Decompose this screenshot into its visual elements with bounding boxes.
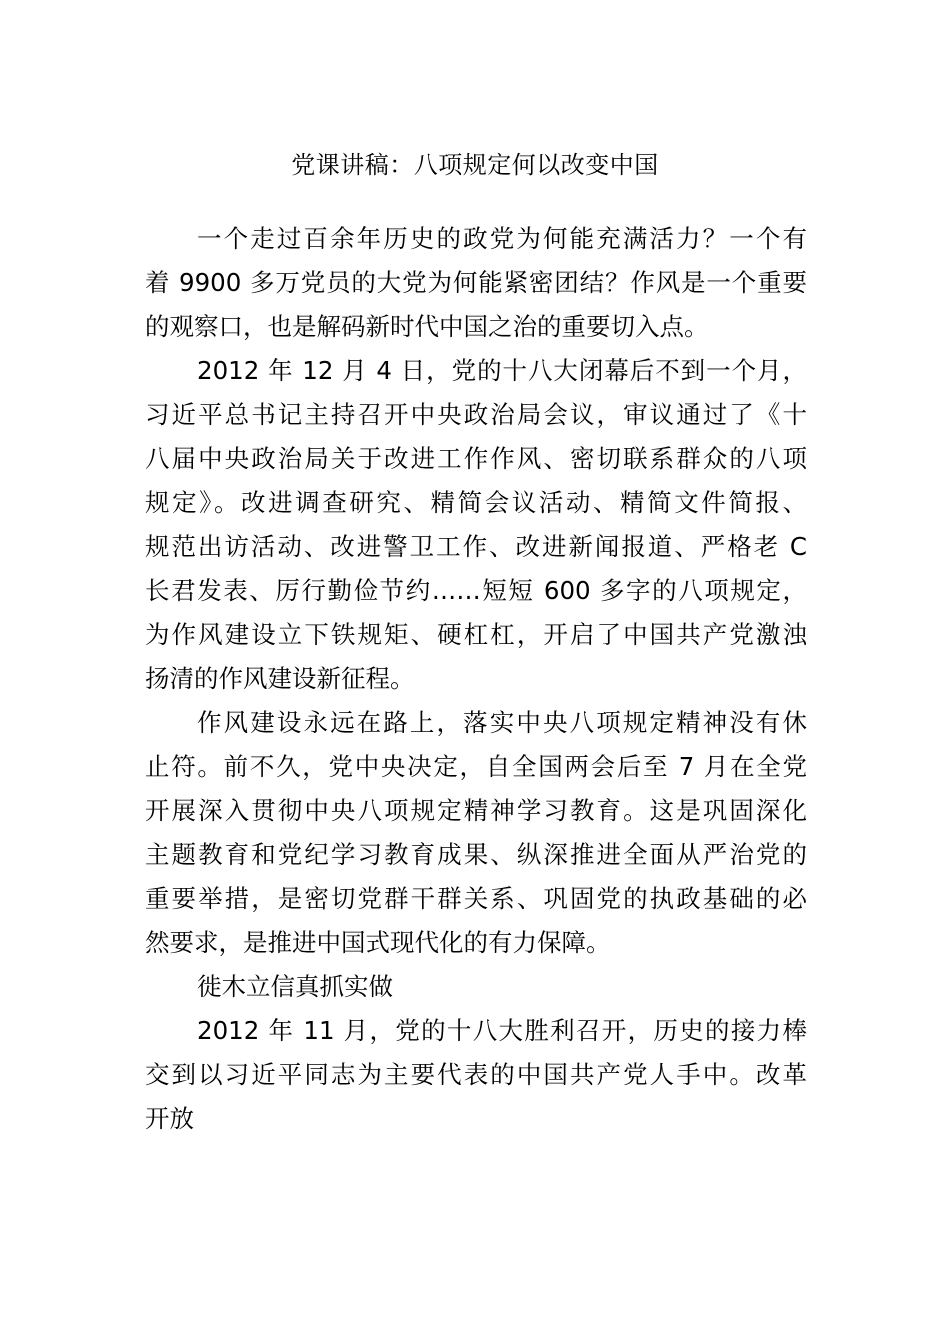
document-body bbox=[145, 217, 807, 1141]
paragraph-history bbox=[145, 349, 807, 701]
text-line: 然要求，是推进中国式现代化的有力保障。 bbox=[145, 928, 611, 957]
text-line: 交到以习近平同志为主要代表的中国共产党人手中。改革 bbox=[145, 1060, 807, 1089]
text-line: 开展深入贯彻中央八项规定精神学习教育。这是巩固深化 bbox=[145, 796, 807, 825]
section-heading bbox=[145, 965, 807, 1009]
text-line: 扬清的作风建设新征程。 bbox=[145, 664, 415, 693]
section-heading-text: 徙木立信真抓实做 bbox=[197, 972, 393, 1001]
text-line: 2012 年 11 月，党的十八大胜利召开，历史的接力棒 bbox=[197, 1016, 807, 1045]
paragraph-eighteenth-congress bbox=[145, 1009, 807, 1141]
text-line: 重要举措，是密切党群干群关系、巩固党的执政基础的必 bbox=[145, 884, 807, 913]
text-line: 的观察口，也是解码新时代中国之治的重要切入点。 bbox=[145, 312, 709, 341]
text-line: 规定》。改进调查研究、精简会议活动、精简文件简报、 bbox=[145, 488, 807, 517]
text-line: 规范出访活动、改进警卫工作、改进新闻报道、严格老 C bbox=[145, 532, 807, 561]
document-title: 党课讲稿：八项规定何以改变中国 bbox=[291, 151, 659, 179]
text-line: 一个走过百余年历史的政党为何能充满活力？一个有 bbox=[197, 224, 807, 253]
text-line: 着 9900 多万党员的大党为何能紧密团结？作风是一个重要 bbox=[145, 268, 807, 297]
text-line: 长君发表、厉行勤俭节约……短短 600 多字的八项规定， bbox=[145, 576, 807, 605]
text-line: 八届中央政治局关于改进工作作风、密切联系群众的八项 bbox=[145, 444, 807, 473]
paragraph-intro bbox=[145, 217, 807, 349]
text-line: 开放 bbox=[145, 1104, 194, 1133]
paragraph-ongoing bbox=[145, 701, 807, 965]
text-line: 止符。前不久，党中央决定，自全国两会后至 7 月在全党 bbox=[145, 752, 807, 781]
text-line: 2012 年 12 月 4 日，党的十八大闭幕后不到一个月， bbox=[197, 356, 807, 385]
text-line: 习近平总书记主持召开中央政治局会议，审议通过了《十 bbox=[145, 400, 807, 429]
text-line: 作风建设永远在路上，落实中央八项规定精神没有休 bbox=[197, 708, 807, 737]
text-line: 为作风建设立下铁规矩、硬杠杠，开启了中国共产党激浊 bbox=[145, 620, 807, 649]
text-line: 主题教育和党纪学习教育成果、纵深推进全面从严治党的 bbox=[145, 840, 807, 869]
